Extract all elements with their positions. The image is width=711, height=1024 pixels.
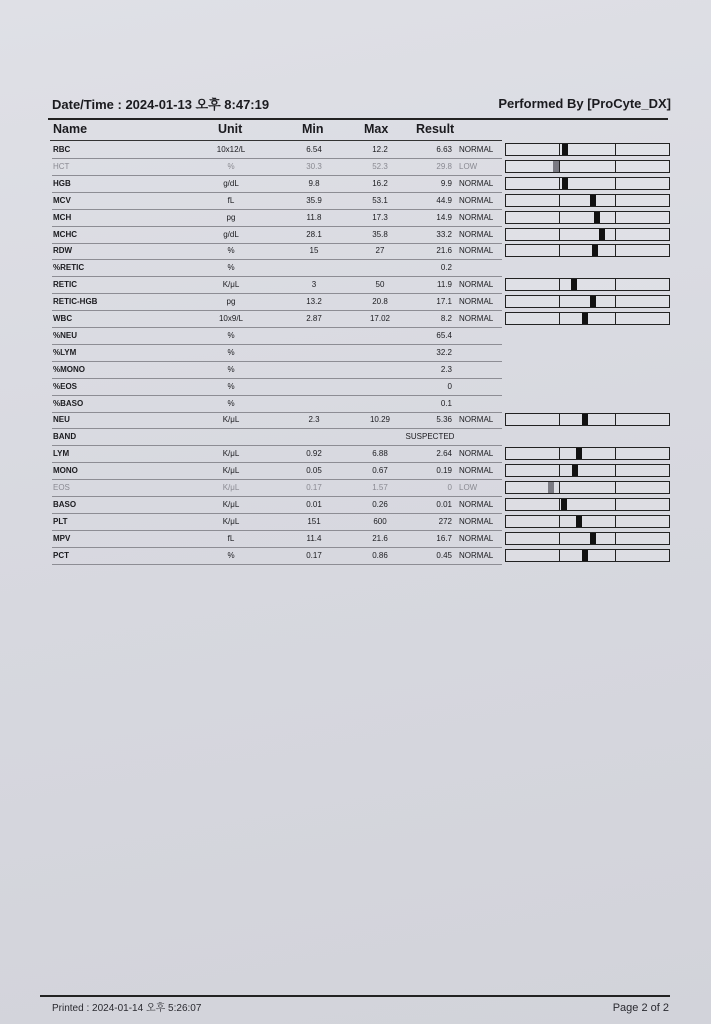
gauge-low-boundary	[559, 296, 560, 307]
gauge-low-boundary	[559, 516, 560, 527]
row-status: NORMAL	[459, 195, 494, 205]
range-gauge	[505, 278, 670, 291]
row-max: 0.26	[372, 499, 388, 509]
range-gauge	[505, 177, 670, 190]
page-number: Page 2 of 2	[612, 1002, 669, 1014]
gauge-low-boundary	[559, 448, 560, 459]
row-result: 21.6	[436, 246, 452, 256]
table-row	[0, 429, 711, 446]
gauge-high-boundary	[615, 144, 616, 155]
row-max: 600	[373, 516, 387, 526]
gauge-high-boundary	[615, 296, 616, 307]
gauge-marker	[576, 448, 582, 459]
row-name: BAND	[53, 432, 77, 442]
row-status: NORMAL	[459, 246, 494, 256]
row-status: LOW	[459, 161, 478, 171]
gauge-low-boundary	[559, 313, 560, 324]
gauge-marker	[592, 245, 598, 256]
gauge-marker	[582, 414, 588, 425]
row-unit: %	[227, 347, 235, 357]
range-gauge	[505, 295, 670, 308]
row-min: 30.3	[306, 161, 322, 171]
row-status: NORMAL	[459, 449, 494, 459]
table-row	[0, 328, 711, 345]
row-name: PLT	[53, 516, 68, 526]
table-row	[0, 193, 711, 210]
row-result: 0.2	[440, 263, 452, 273]
column-header-result: Result	[416, 122, 455, 136]
row-unit: %	[227, 161, 235, 171]
gauge-low-boundary	[559, 533, 560, 544]
table-row	[0, 345, 711, 362]
range-gauge	[505, 515, 670, 528]
row-name: %RETIC	[53, 263, 85, 273]
row-max: 6.88	[372, 449, 388, 459]
gauge-marker	[590, 296, 596, 307]
row-min: 28.1	[306, 229, 322, 239]
row-unit: %	[227, 246, 235, 256]
range-gauge	[505, 143, 670, 156]
row-name: NEU	[53, 415, 70, 425]
gauge-marker	[572, 465, 578, 476]
range-gauge	[505, 160, 670, 173]
row-status: NORMAL	[459, 314, 494, 323]
row-min: 11.8	[306, 212, 322, 222]
row-name: WBC	[53, 314, 73, 323]
row-max: 16.2	[372, 178, 388, 188]
table-row	[0, 362, 711, 379]
gauge-low-boundary	[559, 482, 560, 493]
gauge-marker	[562, 144, 568, 155]
range-gauge	[505, 532, 670, 545]
row-name: %NEU	[53, 330, 78, 340]
table-row	[0, 210, 711, 227]
row-result: 16.7	[436, 533, 452, 543]
row-result: 8.2	[440, 314, 452, 323]
row-min: 2.3	[308, 415, 320, 425]
row-min: 3	[311, 280, 317, 290]
row-name: MCHC	[53, 229, 77, 239]
gauge-low-boundary	[559, 550, 560, 561]
row-name: RBC	[53, 145, 71, 154]
gauge-low-boundary	[559, 144, 560, 155]
table-row	[0, 514, 711, 531]
row-unit: %	[227, 550, 235, 560]
table-row	[0, 227, 711, 244]
gauge-marker	[594, 212, 600, 223]
gauge-marker	[582, 550, 588, 561]
row-status: LOW	[459, 483, 478, 492]
row-unit: K/μL	[222, 466, 240, 476]
table-row	[0, 463, 711, 480]
row-unit: g/dL	[223, 229, 239, 239]
gauge-marker	[553, 161, 559, 172]
row-name: RETIC	[53, 280, 77, 290]
gauge-high-boundary	[615, 533, 616, 544]
range-gauge	[505, 413, 670, 426]
row-status: NORMAL	[459, 297, 494, 307]
row-status: NORMAL	[459, 466, 494, 476]
row-name: BASO	[53, 499, 77, 509]
row-result: 0.01	[436, 499, 452, 509]
row-status: NORMAL	[459, 145, 494, 154]
row-status: NORMAL	[459, 499, 494, 509]
row-result: 0.1	[440, 398, 452, 408]
table-row	[0, 531, 711, 548]
row-max: 0.67	[372, 466, 388, 476]
gauge-low-boundary	[559, 178, 560, 189]
row-max: 17.3	[372, 212, 388, 222]
range-gauge	[505, 244, 670, 257]
row-name: MCH	[53, 212, 72, 222]
row-result: 5.36	[436, 415, 452, 425]
row-min: 35.9	[306, 195, 322, 205]
table-row	[0, 379, 711, 396]
row-min: 13.2	[306, 297, 322, 307]
gauge-high-boundary	[615, 516, 616, 527]
gauge-marker	[571, 279, 577, 290]
gauge-high-boundary	[615, 195, 616, 206]
gauge-marker	[561, 499, 567, 510]
row-unit: g/dL	[223, 178, 239, 188]
row-name: RDW	[53, 246, 73, 256]
row-status: NORMAL	[459, 280, 494, 290]
row-name: %EOS	[53, 381, 78, 391]
row-min: 0.17	[306, 550, 322, 560]
gauge-low-boundary	[559, 195, 560, 206]
gauge-low-boundary	[559, 279, 560, 290]
printed-timestamp: Printed : 2024-01-14 오후 5:26:07	[52, 1003, 202, 1014]
row-result: 11.9	[437, 280, 452, 290]
row-result: 2.3	[440, 364, 452, 374]
gauge-high-boundary	[615, 178, 616, 189]
footer-rule	[40, 995, 670, 997]
row-max: 53.1	[372, 195, 388, 205]
gauge-marker	[590, 195, 596, 206]
row-unit: 10x9/L	[218, 314, 244, 323]
row-min: 6.54	[306, 145, 322, 154]
row-name: HGB	[53, 178, 71, 188]
row-min: 2.87	[306, 314, 322, 323]
gauge-marker	[576, 516, 582, 527]
table-row	[0, 176, 711, 193]
table-row	[0, 159, 711, 176]
row-status: NORMAL	[459, 229, 494, 239]
row-min: 151	[307, 516, 321, 526]
row-status: NORMAL	[459, 516, 494, 526]
range-gauge	[505, 481, 670, 494]
row-unit: 10x12/L	[216, 145, 246, 154]
row-name: MONO	[53, 466, 78, 476]
range-gauge	[505, 498, 670, 511]
row-name: %BASO	[53, 398, 84, 408]
table-row	[0, 412, 711, 429]
row-result: 272	[438, 516, 452, 526]
gauge-high-boundary	[615, 161, 616, 172]
gauge-low-boundary	[559, 161, 560, 172]
row-min: 9.8	[308, 178, 320, 188]
range-gauge	[505, 194, 670, 207]
row-min: 0.17	[306, 483, 322, 492]
table-row	[0, 446, 711, 463]
row-status: NORMAL	[459, 415, 494, 425]
row-result: 0	[447, 381, 452, 391]
gauge-low-boundary	[559, 414, 560, 425]
row-unit: K/μL	[222, 280, 240, 290]
column-header-name: Name	[53, 122, 88, 136]
range-gauge	[505, 211, 670, 224]
row-max: 0.86	[372, 550, 388, 560]
gauge-marker	[562, 178, 568, 189]
table-row	[0, 396, 711, 413]
row-result: 65.4	[436, 330, 452, 340]
row-name: LYM	[53, 449, 70, 459]
gauge-high-boundary	[615, 414, 616, 425]
row-result: 17.1	[436, 297, 452, 307]
row-unit: pg	[226, 297, 236, 307]
row-name: %LYM	[53, 347, 77, 357]
row-unit: %	[227, 381, 235, 391]
row-unit: fL	[227, 533, 235, 543]
column-header-max: Max	[364, 122, 389, 136]
row-name: MPV	[53, 533, 71, 543]
table-row	[0, 311, 711, 328]
range-gauge	[505, 549, 670, 562]
gauge-high-boundary	[615, 482, 616, 493]
row-max: 21.6	[372, 533, 388, 543]
row-divider	[52, 564, 502, 565]
column-header-rule	[50, 140, 502, 141]
row-max: 27	[375, 246, 385, 256]
row-unit: pg	[226, 212, 236, 222]
gauge-marker	[548, 482, 554, 493]
gauge-marker	[599, 229, 605, 240]
report-datetime: Date/Time : 2024-01-13 오후 8:47:19	[52, 97, 270, 112]
table-row	[0, 277, 711, 294]
row-result: 9.9	[440, 178, 452, 188]
table-row	[0, 243, 711, 260]
gauge-marker	[590, 533, 596, 544]
row-result: 6.63	[436, 145, 452, 154]
row-unit: K/μL	[222, 483, 240, 492]
row-unit: fL	[227, 195, 235, 205]
gauge-low-boundary	[559, 465, 560, 476]
row-result: 32.2	[436, 347, 452, 357]
row-max: 1.57	[372, 483, 388, 492]
row-min: 0.05	[306, 466, 322, 476]
row-min: 0.92	[306, 449, 322, 459]
column-header-row	[0, 120, 711, 142]
table-row	[0, 294, 711, 311]
row-max: 20.8	[372, 297, 388, 307]
row-status: NORMAL	[459, 550, 494, 560]
range-gauge	[505, 228, 670, 241]
table-row	[0, 497, 711, 514]
gauge-marker	[582, 313, 588, 324]
gauge-high-boundary	[615, 313, 616, 324]
row-name: %MONO	[53, 364, 85, 374]
row-max: 50	[375, 280, 385, 290]
row-name: RETIC-HGB	[53, 297, 98, 307]
table-row	[0, 260, 711, 277]
row-result: 44.9	[436, 195, 452, 205]
row-status: NORMAL	[459, 533, 494, 543]
row-result: 0.19	[436, 466, 452, 476]
gauge-low-boundary	[559, 245, 560, 256]
row-unit: K/μL	[222, 415, 240, 425]
performed-by: Performed By [ProCyte_DX]	[498, 96, 671, 111]
row-result: 0	[447, 483, 452, 492]
row-result: 33.2	[436, 229, 452, 239]
gauge-low-boundary	[559, 229, 560, 240]
row-name: EOS	[53, 483, 70, 492]
table-row	[0, 142, 711, 159]
row-max: 17.02	[369, 314, 391, 323]
gauge-high-boundary	[615, 245, 616, 256]
row-min: 15	[309, 246, 319, 256]
row-result: 2.64	[436, 449, 452, 459]
gauge-high-boundary	[615, 212, 616, 223]
gauge-high-boundary	[615, 229, 616, 240]
table-row	[0, 548, 711, 565]
range-gauge	[505, 464, 670, 477]
row-max: 52.3	[372, 161, 388, 171]
row-max: 10.29	[369, 415, 391, 425]
row-max: 35.8	[372, 229, 388, 239]
gauge-high-boundary	[615, 448, 616, 459]
range-gauge	[505, 312, 670, 325]
row-result: 14.9	[436, 212, 452, 222]
range-gauge	[505, 447, 670, 460]
table-row	[0, 480, 711, 497]
gauge-high-boundary	[615, 499, 616, 510]
row-name: MCV	[53, 195, 71, 205]
row-unit: %	[227, 263, 235, 273]
row-status: NORMAL	[459, 178, 494, 188]
row-min: 11.4	[306, 533, 322, 543]
row-status: NORMAL	[459, 212, 494, 222]
row-unit: %	[227, 330, 235, 340]
row-unit: K/μL	[222, 516, 240, 526]
gauge-low-boundary	[559, 212, 560, 223]
row-unit: K/μL	[222, 499, 240, 509]
gauge-high-boundary	[615, 465, 616, 476]
row-min: 0.01	[306, 499, 322, 509]
row-unit: %	[227, 398, 235, 408]
row-result: 0.45	[436, 550, 452, 560]
row-result: 29.8	[436, 161, 452, 171]
row-name: HCT	[53, 161, 70, 171]
row-max: 12.2	[372, 145, 388, 154]
row-unit: %	[227, 364, 235, 374]
row-unit: K/μL	[222, 449, 240, 459]
gauge-high-boundary	[615, 550, 616, 561]
column-header-min: Min	[302, 122, 324, 136]
row-name: PCT	[53, 550, 69, 560]
gauge-high-boundary	[615, 279, 616, 290]
row-status: SUSPECTED	[405, 432, 455, 442]
column-header-unit: Unit	[218, 122, 243, 136]
